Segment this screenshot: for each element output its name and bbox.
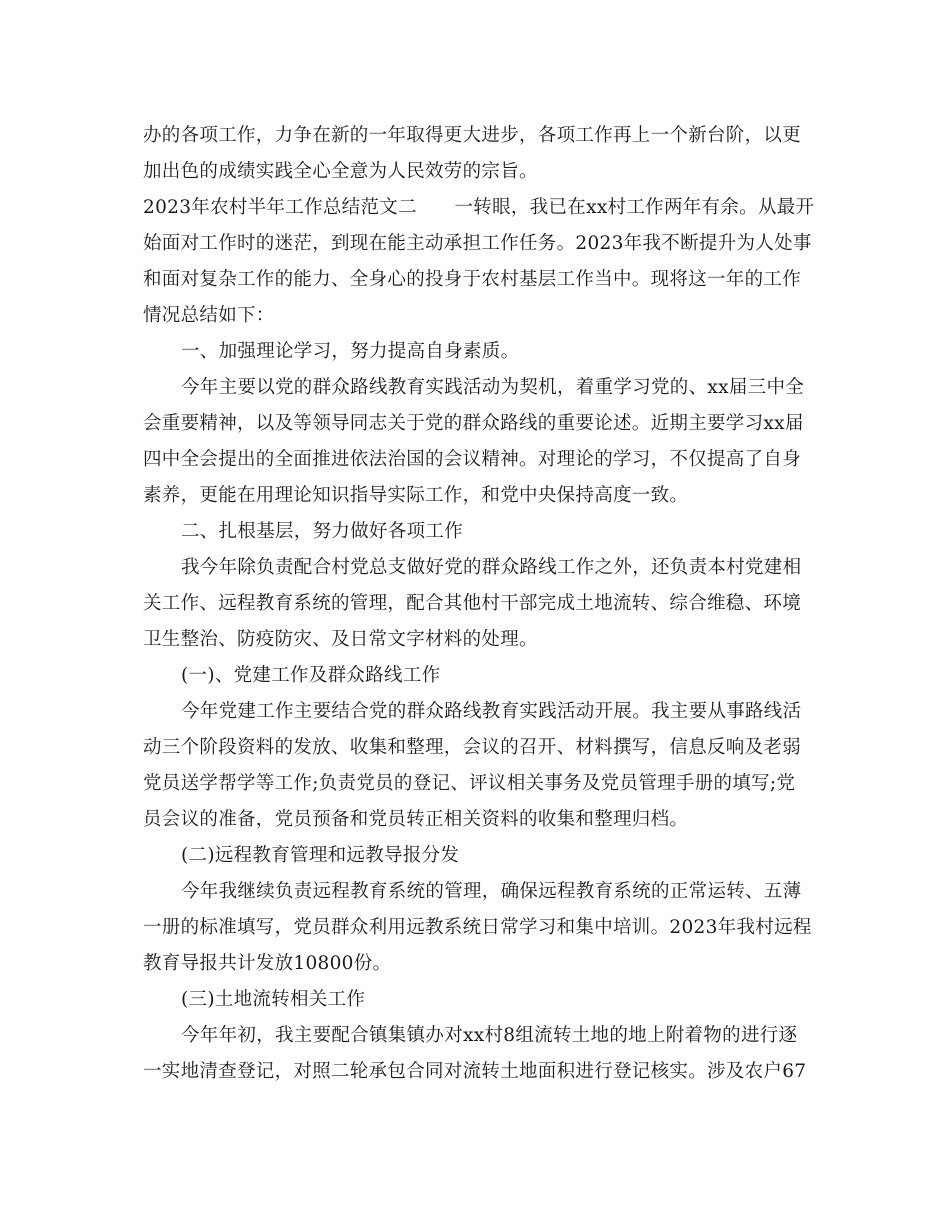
text-line: 一、加强理论学习，努力提高自身素质。 <box>181 341 520 362</box>
text-line: (三)土地流转相关工作 <box>181 989 366 1010</box>
text-line: 今年党建工作主要结合党的群众路线教育实践活动开展。我主要从事路线活 <box>181 701 802 722</box>
text-line: 四中全会提出的全面推进依法治国的会议精神。对理论的学习，不仅提高了自身 <box>143 449 802 470</box>
text-line: 情况总结如下： <box>143 305 275 326</box>
text-line: 我今年除负责配合村党总支做好党的群众路线工作之外，还负责本村党建相 <box>181 557 802 578</box>
text-line: 2023年农村半年工作总结范文二 一转眼，我已在xx村工作两年有余。从最开 <box>143 197 815 218</box>
text-line: 二、扎根基层，努力做好各项工作 <box>181 521 464 542</box>
text-line: (二)远程教育管理和远教导报分发 <box>181 845 460 866</box>
text-line: (一)、党建工作及群众路线工作 <box>181 665 441 686</box>
text-line: 教育导报共计发放10800份。 <box>143 953 392 974</box>
text-line: 今年主要以党的群众路线教育实践活动为契机，着重学习党的、xx届三中全 <box>181 377 805 398</box>
text-line: 卫生整治、防疫防灾、及日常文字材料的处理。 <box>143 629 538 650</box>
text-line: 办的各项工作，力争在新的一年取得更大进步，各项工作再上一个新台阶，以更 <box>143 125 802 146</box>
text-line: 今年我继续负责远程教育系统的管理，确保远程教育系统的正常运转、五薄 <box>181 881 802 902</box>
text-line: 始面对工作时的迷茫，到现在能主动承担工作任务。2023年我不断提升为人处事 <box>143 233 812 254</box>
text-line: 素养，更能在用理论知识指导实际工作，和党中央保持高度一致。 <box>143 485 689 506</box>
text-line: 动三个阶段资料的发放、收集和整理，会议的召开、材料撰写，信息反响及老弱 <box>143 737 802 758</box>
text-line: 一实地清查登记，对照二轮承包合同对流转土地面积进行登记核实。涉及农户67 <box>143 1061 807 1082</box>
document-body <box>143 118 815 1090</box>
text-line: 加出色的成绩实践全心全意为人民效劳的宗旨。 <box>143 161 538 182</box>
text-line: 关工作、远程教育系统的管理，配合其他村干部完成土地流转、综合维稳、环境 <box>143 593 802 614</box>
text-line: 一册的标准填写，党员群众利用远教系统日常学习和集中培训。2023年我村远程 <box>143 917 812 938</box>
text-line: 和面对复杂工作的能力、全身心的投身于农村基层工作当中。现将这一年的工作 <box>143 269 802 290</box>
text-line: 会重要精神，以及等领导同志关于党的群众路线的重要论述。近期主要学习xx届 <box>143 413 804 434</box>
text-line: 员会议的准备，党员预备和党员转正相关资料的收集和整理归档。 <box>143 809 689 830</box>
text-line: 今年年初，我主要配合镇集镇办对xx村8组流转土地的地上附着物的进行逐 <box>181 1025 798 1046</box>
text-line: 党员送学帮学等工作;负责党员的登记、评议相关事务及党员管理手册的填写;党 <box>143 773 796 794</box>
